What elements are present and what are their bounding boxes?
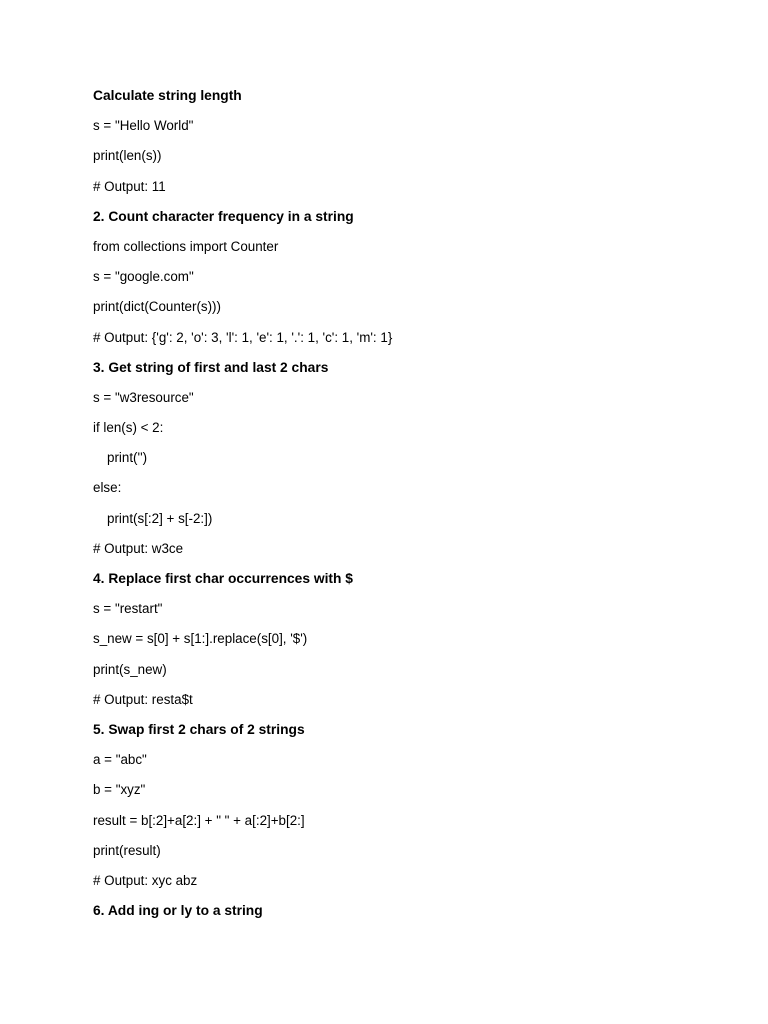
- code-comment: # Output: {'g': 2, 'o': 3, 'l': 1, 'e': 1, '.': 1, 'c': 1, 'm': 1}: [93, 329, 393, 345]
- code-line-indented: print(s[:2] + s[-2:]): [107, 510, 213, 526]
- code-line: s = "restart": [93, 601, 163, 617]
- document-page: [93, 86, 693, 931]
- code-line: print(result): [93, 842, 161, 858]
- code-line: print(s_new): [93, 661, 167, 677]
- code-line: print(len(s)): [93, 148, 162, 164]
- heading-string-length: Calculate string length: [93, 88, 242, 103]
- code-comment: # Output: w3ce: [93, 540, 184, 556]
- code-line: from collections import Counter: [93, 238, 279, 254]
- heading-add-ing-ly: 6. Add ing or ly to a string: [93, 903, 263, 919]
- code-line: s = "google.com": [93, 269, 194, 285]
- code-line: a = "abc": [93, 752, 147, 768]
- code-line: s = "Hello World": [93, 118, 194, 134]
- code-line: s_new = s[0] + s[1:].replace(s[0], '$'): [93, 631, 308, 647]
- code-line: print(dict(Counter(s))): [93, 299, 221, 315]
- code-comment: # Output: resta$t: [93, 691, 193, 707]
- heading-char-frequency: 2. Count character frequency in a string: [93, 208, 354, 224]
- heading-first-last-chars: 3. Get string of first and last 2 chars: [93, 359, 329, 375]
- code-line: else:: [93, 480, 122, 496]
- code-comment: # Output: 11: [93, 178, 166, 194]
- code-line: b = "xyz": [93, 782, 146, 798]
- code-line-indented: print(''): [107, 450, 148, 466]
- code-line: result = b[:2]+a[2:] + " " + a[:2]+b[2:]: [93, 812, 305, 828]
- code-line: if len(s) < 2:: [93, 420, 164, 436]
- code-comment: # Output: xyc abz: [93, 872, 198, 888]
- heading-replace-first-char: 4. Replace first char occurrences with $: [93, 571, 353, 586]
- code-line: s = "w3resource": [93, 389, 194, 405]
- heading-swap-chars: 5. Swap first 2 chars of 2 strings: [93, 721, 305, 737]
